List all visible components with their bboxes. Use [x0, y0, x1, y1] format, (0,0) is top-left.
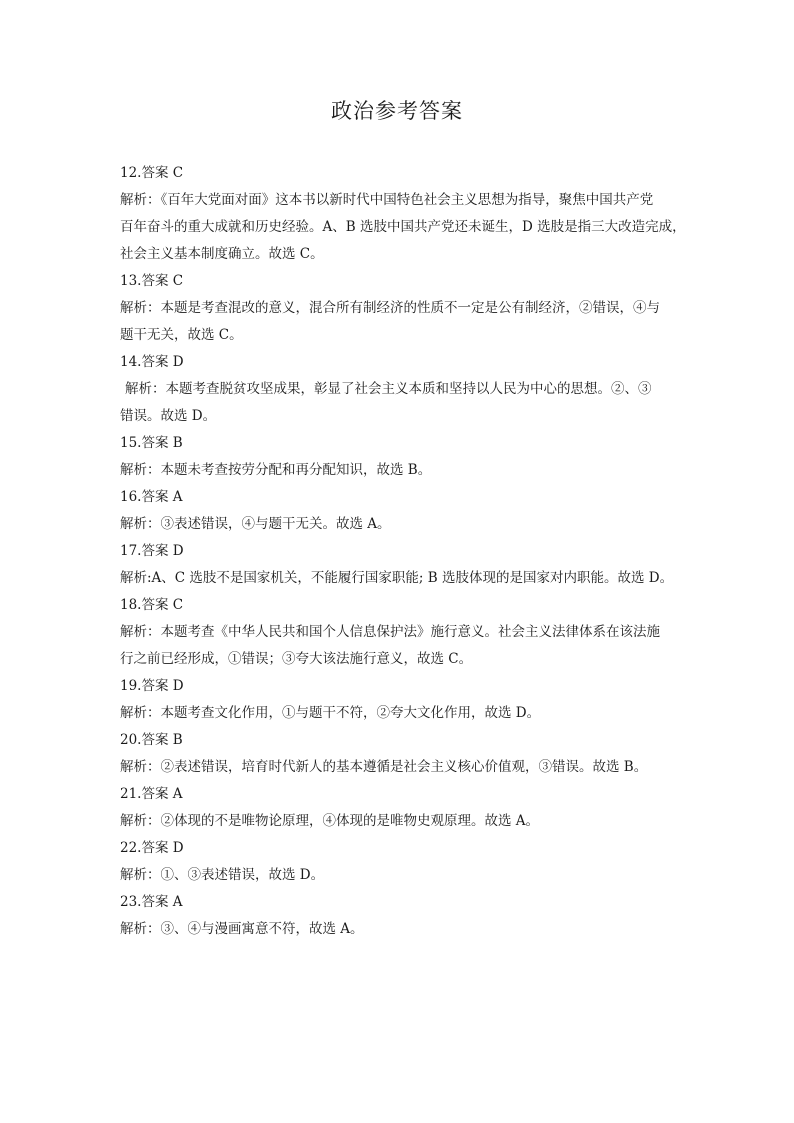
explanation-line: 解析：《百年大党面对面》这本书以新时代中国特色社会主义思想为指导，聚焦中国共产党	[120, 192, 654, 208]
answer-item	[120, 727, 680, 781]
page-title: 政治参考答案	[331, 99, 463, 123]
explanation-line: 行之前已经形成，①错误；③夸大该法施行意义，故选 C。	[120, 651, 473, 667]
explanation-line: 解析：②表述错误，培育时代新人的基本遵循是社会主义核心价值观，③错误。故选 B。	[120, 759, 648, 775]
explanation-line: 题干无关，故选 C。	[120, 327, 243, 343]
explanation-line: 解析:A、C 选肢不是国家机关，不能履行国家职能; B 选肢体现的是国家对内职能。故选 D。	[120, 570, 674, 586]
answer-heading: 12.答案 C	[120, 165, 184, 181]
answer-list	[120, 160, 686, 943]
answer-heading: 20.答案 B	[120, 732, 183, 748]
explanation-line: 解析：②体现的不是唯物论原理，④体现的是唯物史观原理。故选 A。	[120, 813, 540, 829]
answer-item	[120, 835, 680, 889]
explanation-line: 错误。故选 D。	[120, 408, 217, 424]
explanation-line: 社会主义基本制度确立。故选 C。	[120, 246, 324, 262]
explanation-line: 解析：本题是考查混改的意义，混合所有制经济的性质不一定是公有制经济，②错误，④与	[120, 300, 660, 316]
answer-heading: 19.答案 D	[120, 678, 184, 694]
answer-heading: 14.答案 D	[120, 354, 184, 370]
explanation-line: 解析：③表述错误，④与题干无关。故选 A。	[120, 516, 391, 532]
answer-heading: 17.答案 D	[120, 543, 184, 559]
answer-item	[120, 160, 686, 268]
answer-item	[120, 889, 680, 943]
answer-heading: 21.答案 A	[120, 786, 183, 802]
explanation-line: 解析：③、④与漫画寓意不符，故选 A。	[120, 921, 364, 937]
answer-item	[120, 349, 680, 430]
answer-heading: 15.答案 B	[120, 435, 183, 451]
answer-item	[120, 592, 680, 673]
answer-item	[120, 781, 680, 835]
explanation-line: 解析：本题考查脱贫攻坚成果，彰显了社会主义本质和坚持以人民为中心的思想。②、③	[125, 381, 652, 397]
explanation-line: 解析：①、③表述错误，故选 D。	[120, 867, 325, 883]
answer-heading: 23.答案 A	[120, 894, 183, 910]
explanation-line: 百年奋斗的重大成就和历史经验。A、B 选肢中国共产党还未诞生，D 选肢是指三大改造完成，	[120, 219, 686, 235]
answer-item	[120, 538, 680, 592]
answer-heading: 22.答案 D	[120, 840, 184, 856]
explanation-line: 解析：本题未考查按劳分配和再分配知识，故选 B。	[120, 462, 432, 478]
answer-heading: 18.答案 C	[120, 597, 184, 613]
answer-heading: 13.答案 C	[120, 273, 184, 289]
answer-item	[120, 673, 680, 727]
explanation-line: 解析：本题考查文化作用，①与题干不符，②夸大文化作用，故选 D。	[120, 705, 541, 721]
answer-item	[120, 430, 680, 484]
explanation-line: 解析：本题考查《中华人民共和国个人信息保护法》施行意义。社会主义法律体系在该法施	[120, 624, 660, 640]
answer-item	[120, 268, 680, 349]
answer-heading: 16.答案 A	[120, 489, 183, 505]
answer-item	[120, 484, 680, 538]
